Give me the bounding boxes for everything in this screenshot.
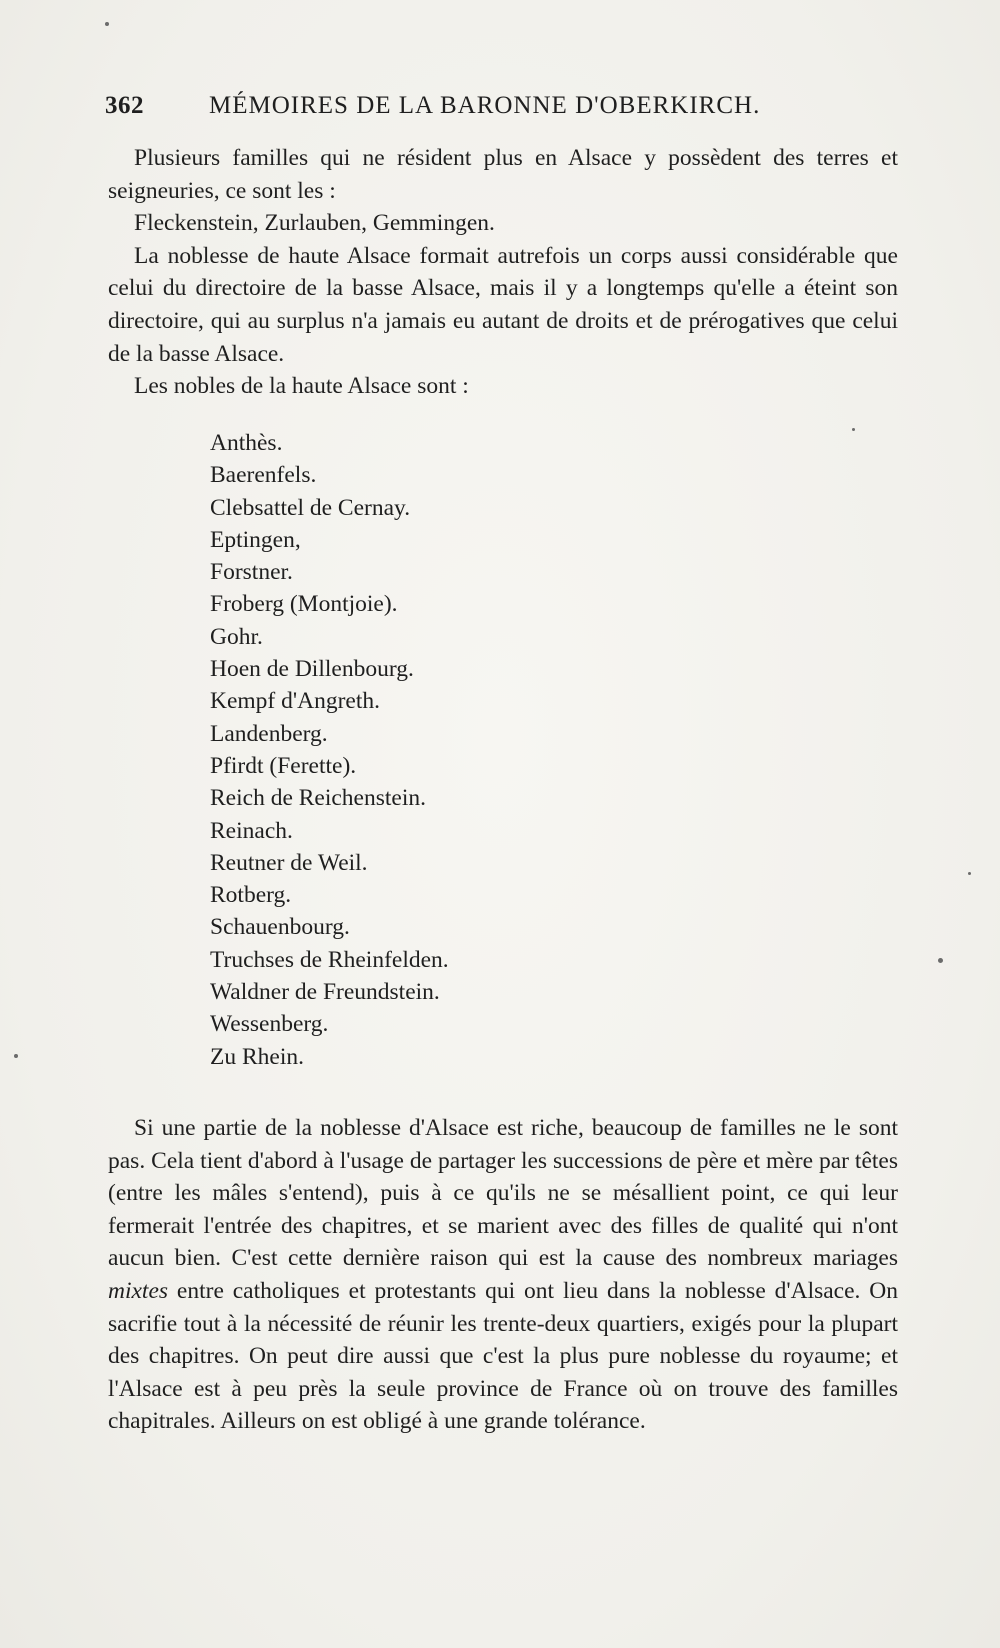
print-speck: [105, 22, 109, 26]
list-item: Wessenberg.: [210, 1011, 329, 1038]
list-item: Landenberg.: [210, 720, 328, 747]
noble-families-list: [210, 427, 449, 1073]
list-item: Eptingen,: [210, 526, 301, 553]
list-item: Reich de Reichenstein.: [210, 785, 426, 812]
print-speck: [968, 872, 971, 875]
list-item: Zu Rhein.: [210, 1043, 304, 1070]
paragraph-families-outside: Plusieurs familles qui ne résident plus en Alsace y possèdent des terres et seigneuries, ce sont les :: [108, 145, 898, 204]
paragraph-haute-alsace: La noblesse de haute Alsace formait autrefois un corps aussi considérable que celui du directoire de la basse Alsace, mais il y a longtemps qu'elle a éteint son directoire, qui au surplus n'a jamais eu autant de droits et de prérogatives que celui de la basse Alsace.: [108, 242, 898, 367]
list-item: Froberg (Montjoie).: [210, 591, 398, 618]
opening-text: [108, 142, 898, 370]
list-item: Pfirdt (Ferette).: [210, 752, 357, 779]
list-item: Kempf d'Angreth.: [210, 688, 380, 715]
list-item: Truchses de Rheinfelden.: [210, 946, 449, 973]
print-speck: [14, 1054, 18, 1058]
page-header: [105, 92, 925, 120]
paragraph-family-names: Fleckenstein, Zurlauben, Gemmingen.: [134, 210, 495, 237]
print-speck: [938, 958, 943, 963]
list-item: Baerenfels.: [210, 462, 317, 489]
list-item: Hoen de Dillenbourg.: [210, 656, 414, 683]
list-item: Reinach.: [210, 817, 293, 844]
list-item: Anthès.: [210, 430, 283, 456]
running-title: MÉMOIRES DE LA BARONNE D'OBERKIRCH.: [209, 92, 761, 119]
list-item: Forstner.: [210, 559, 293, 586]
list-intro: Les nobles de la haute Alsace sont :: [134, 373, 469, 399]
paragraph-noblesse-richesse: [108, 1112, 898, 1438]
closing-text-part-one: Si une partie de la noblesse d'Alsace est riche, beaucoup de familles ne le sont pas. Cela tient d'abord à l'usage de partager les successions de père et mère par têtes (entre les mâles s'entend), puis à ce qu'ils ne se mésallient point, ce qui leur fermerait l'entrée des chapitres, et se marient avec des filles de qualité qui n'ont aucun bien. C'est cette dernière raison qui est la cause des nombreux mariages: [108, 1115, 898, 1272]
list-item: Schauenbourg.: [210, 914, 350, 941]
page-number: 362: [105, 92, 144, 119]
list-item: Gohr.: [210, 623, 263, 650]
list-item: Rotberg.: [210, 882, 292, 909]
closing-text: [108, 1112, 898, 1438]
list-item: Waldner de Freundstein.: [210, 979, 440, 1006]
list-item: Clebsattel de Cernay.: [210, 494, 411, 521]
list-item: Reutner de Weil.: [210, 849, 368, 876]
closing-text-part-two: entre catholiques et protestants qui ont lieu dans la noblesse d'Alsace. On sacrifie tout à la nécessité de réunir les trente-deux quartiers, exigés pour la plupart des chapitres. On peut dire aussi que c'est la plus pure noblesse du royaume; et l'Alsace est à peu près la seule province de France où on trouve des familles chapitrales. Ailleurs on est obligé à une grande tolérance.: [108, 1277, 899, 1435]
closing-text-italic: mixtes: [108, 1277, 169, 1304]
print-speck: [852, 428, 855, 431]
